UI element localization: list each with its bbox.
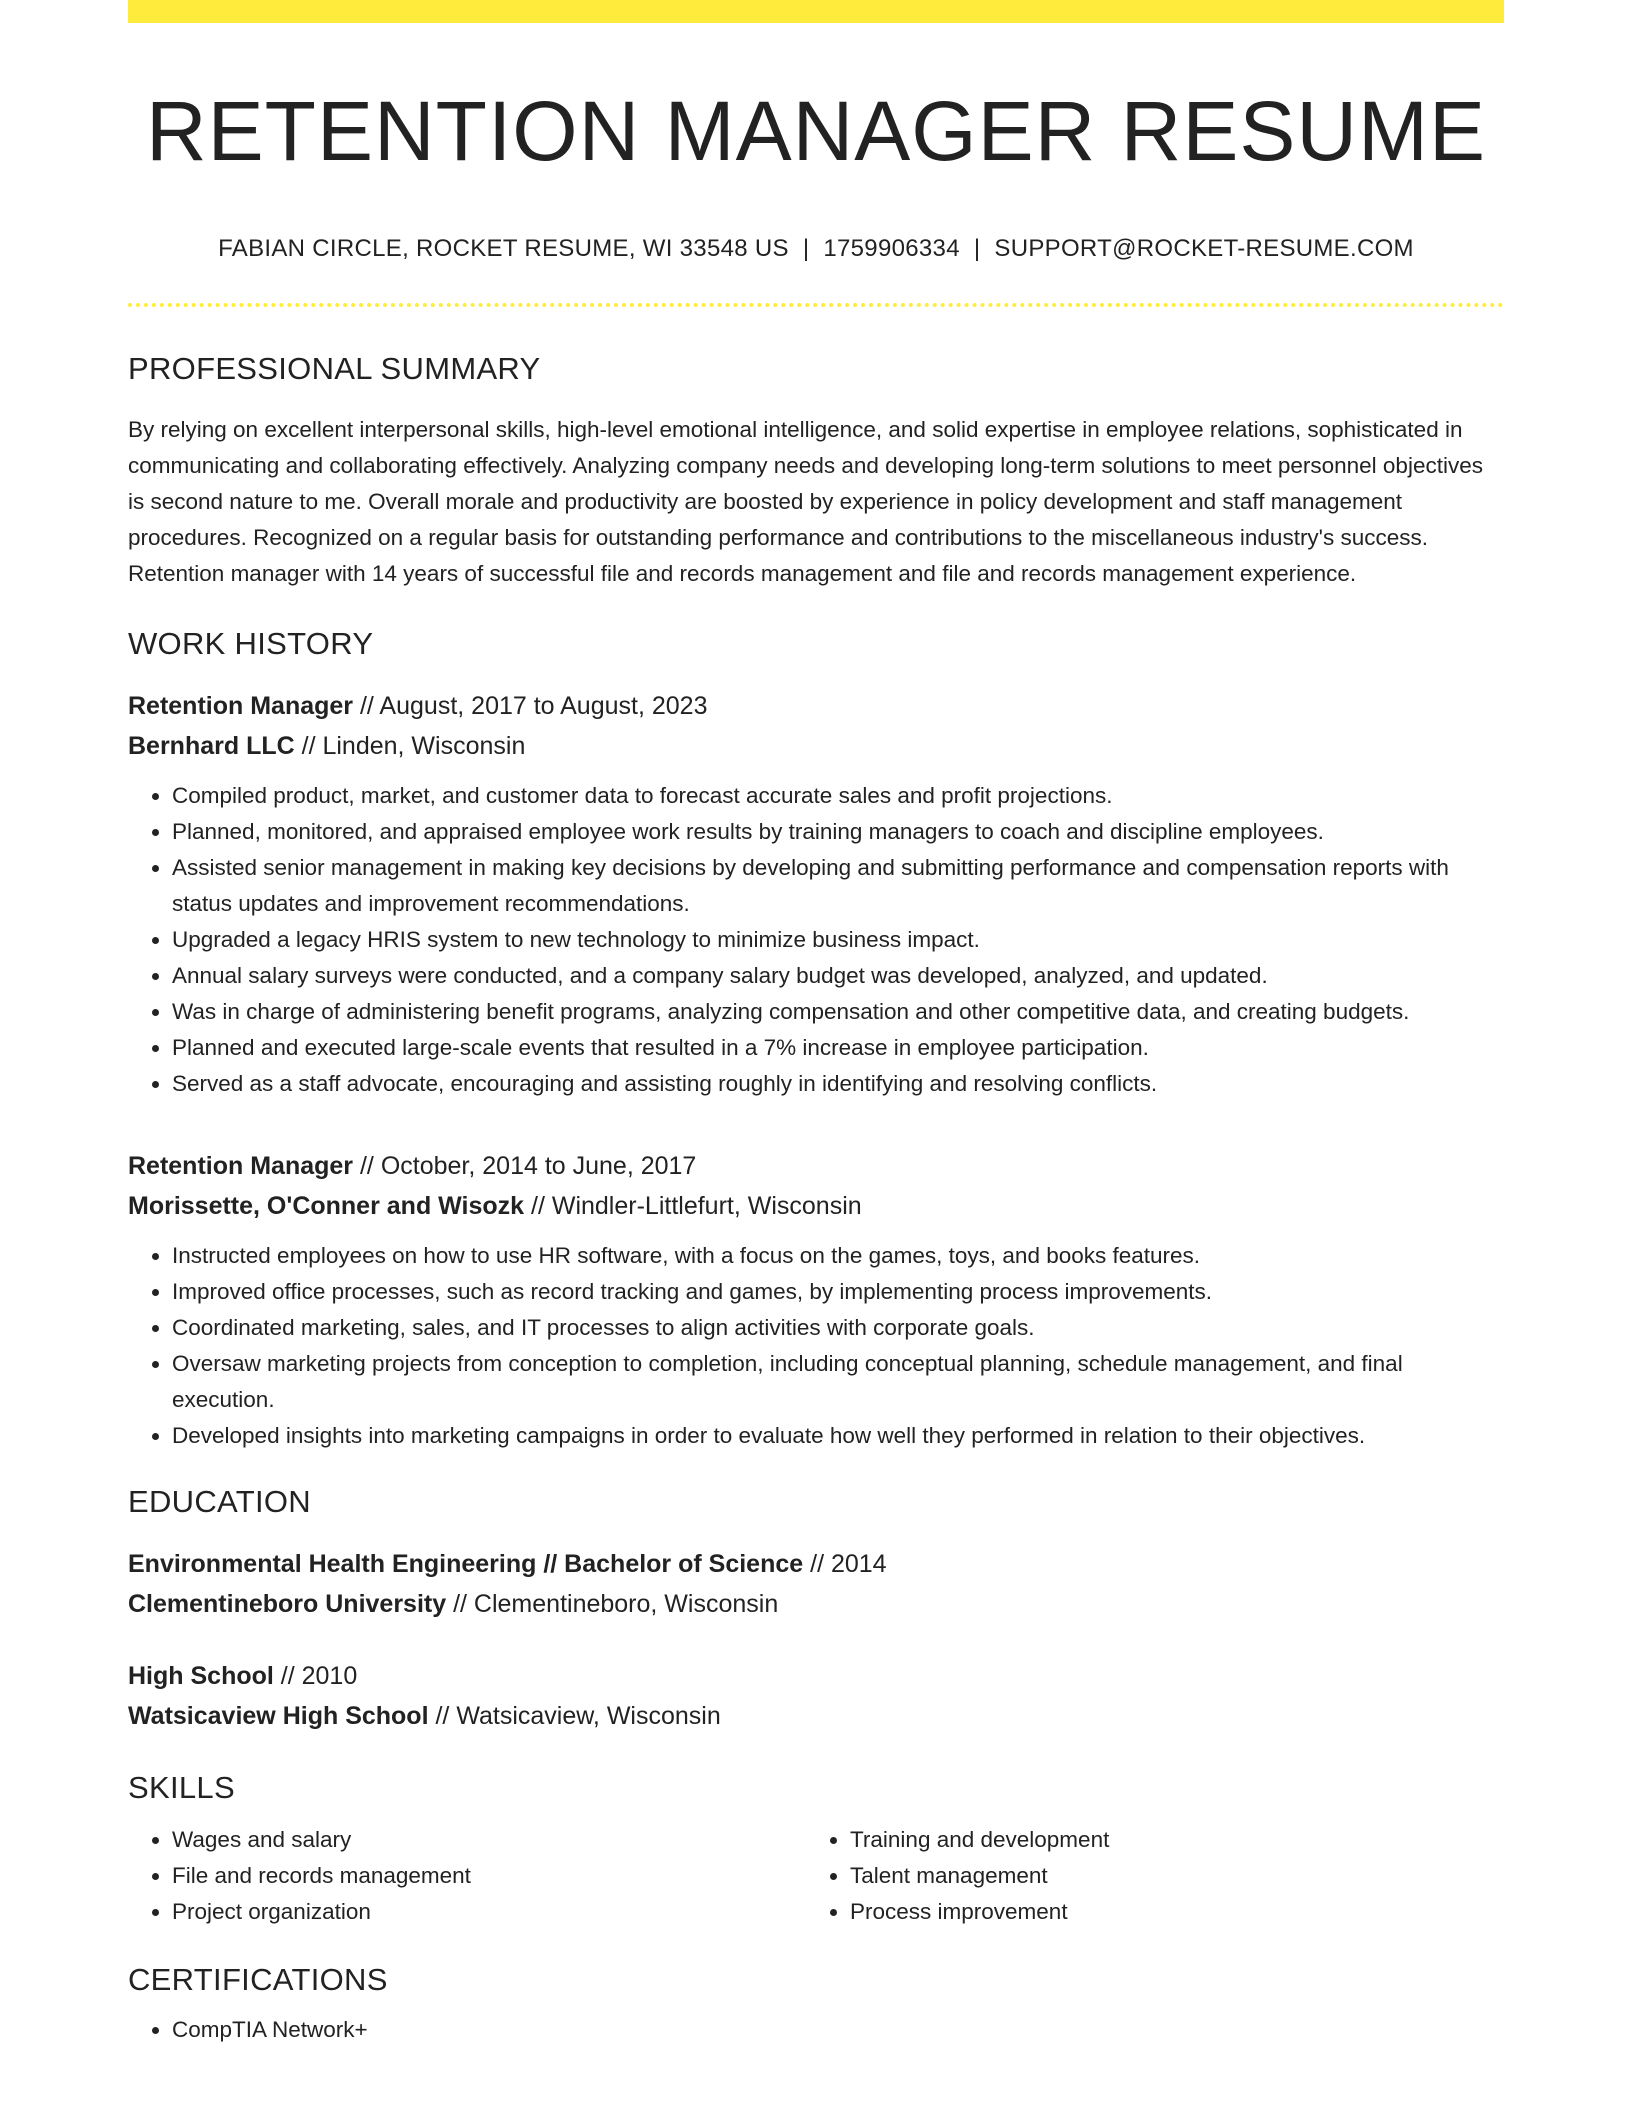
education-location: // Clementineboro, Wisconsin [446, 1590, 779, 1619]
contact-email: SUPPORT@ROCKET-RESUME.COM [994, 235, 1414, 263]
contact-separator: | [973, 235, 981, 263]
education-year: // 2014 [803, 1550, 887, 1579]
list-item: • File and records management [172, 1858, 806, 1894]
certifications-heading: CERTIFICATIONS [128, 1962, 388, 1998]
job-title: Retention Manager [128, 692, 354, 721]
certifications-list [128, 2012, 1504, 2048]
job-dates: // October, 2014 to June, 2017 [353, 1152, 697, 1181]
list-item: • Oversaw marketing projects from conception to completion, including conceptual planning, schedule management, and final execution. [172, 1346, 1504, 1418]
contact-phone: 1759906334 [823, 235, 960, 263]
job-title: Retention Manager [128, 1152, 354, 1181]
education-degree: High School [128, 1662, 274, 1691]
education-degree-line [128, 1544, 1504, 1584]
summary-text: By relying on excellent interpersonal skills, high-level emotional intelligence, and solid expertise in employee relations, sophisticated in communicating and collaborating effectively. Analyzing company needs and developing long-term solutions to meet personnel objectives is second nature to me. Overall morale and productivity are boosted by experience in policy development and staff management procedures. Recognized on a regular basis for outstanding performance and contributions to the miscellaneous industry's success. Retention manager with 14 years of successful file and records management and file and records management experience. [128, 417, 1483, 587]
certifications-section [128, 1962, 1504, 2048]
list-item: • Served as a staff advocate, encouraging and assisting roughly in identifying and resolving conflicts. [172, 1066, 1504, 1102]
resume-page [128, 0, 1504, 2048]
job-title-line [128, 1146, 1504, 1186]
education-year: // 2010 [273, 1662, 358, 1691]
list-item: • Process improvement [850, 1894, 1484, 1930]
skills-column-right [806, 1822, 1484, 1930]
education-entry [128, 1656, 1504, 1736]
list-item: • Was in charge of administering benefit programs, analyzing compensation and other competitive data, and creating budgets. [172, 994, 1504, 1030]
job-company: Bernhard LLC [128, 732, 295, 761]
resume-title: RETENTION MANAGER RESUME [145, 84, 1487, 178]
job-dates: // August, 2017 to August, 2023 [353, 692, 708, 721]
list-item: • Improved office processes, such as record tracking and games, by implementing process improvements. [172, 1274, 1504, 1310]
summary-heading: PROFESSIONAL SUMMARY [128, 351, 541, 387]
list-item: • Planned and executed large-scale events that resulted in a 7% increase in employee participation. [172, 1030, 1504, 1066]
skills-column-left [128, 1822, 806, 1930]
list-item: • CompTIA Network+ [172, 2012, 1504, 2048]
list-item: • Instructed employees on how to use HR software, with a focus on the games, toys, and books features. [172, 1238, 1504, 1274]
summary-section [128, 351, 1504, 592]
list-item: • Training and development [850, 1822, 1484, 1858]
list-item: • Assisted senior management in making key decisions by developing and submitting performance and compensation reports with status updates and improvement recommendations. [172, 850, 1504, 922]
contact-separator: | [802, 235, 810, 263]
list-item: • Talent management [850, 1858, 1484, 1894]
education-heading: EDUCATION [128, 1484, 311, 1520]
skills-grid [128, 1822, 1504, 1930]
job-location: // Windler-Littlefurt, Wisconsin [524, 1192, 862, 1221]
work-history-heading: WORK HISTORY [128, 626, 374, 662]
job-location: // Linden, Wisconsin [294, 732, 526, 761]
job-entry [128, 686, 1504, 1102]
list-item: • Compiled product, market, and customer data to forecast accurate sales and profit projections. [172, 778, 1504, 814]
job-company-line [128, 726, 1504, 766]
education-degree: Environmental Health Engineering // Bachelor of Science [128, 1550, 804, 1579]
job-bullets [128, 778, 1504, 1102]
list-item: • Developed insights into marketing campaigns in order to evaluate how well they performed in relation to their objectives. [172, 1418, 1504, 1454]
job-entry [128, 1146, 1504, 1454]
contact-line [128, 235, 1504, 263]
list-item: • Coordinated marketing, sales, and IT processes to align activities with corporate goals. [172, 1310, 1504, 1346]
contact-address: FABIAN CIRCLE, ROCKET RESUME, WI 33548 US [218, 235, 789, 263]
education-location: // Watsicaview, Wisconsin [428, 1702, 721, 1731]
job-title-line [128, 686, 1504, 726]
skills-heading: SKILLS [128, 1770, 235, 1806]
education-entry [128, 1544, 1504, 1624]
job-bullets [128, 1238, 1504, 1454]
list-item: • Wages and salary [172, 1822, 806, 1858]
education-school-line [128, 1584, 1504, 1624]
education-school: Clementineboro University [128, 1590, 447, 1619]
list-item: • Planned, monitored, and appraised employee work results by training managers to coach and discipline employees. [172, 814, 1504, 850]
list-item: • Project organization [172, 1894, 806, 1930]
job-company-line [128, 1186, 1504, 1226]
education-degree-line [128, 1656, 1504, 1696]
list-item: • Annual salary surveys were conducted, and a company salary budget was developed, analyzed, and updated. [172, 958, 1504, 994]
skills-section [128, 1770, 1504, 1930]
education-school: Watsicaview High School [128, 1702, 429, 1731]
work-history-section [128, 626, 1504, 1454]
job-company: Morissette, O'Conner and Wisozk [128, 1192, 525, 1221]
education-school-line [128, 1696, 1504, 1736]
list-item: • Upgraded a legacy HRIS system to new technology to minimize business impact. [172, 922, 1504, 958]
dotted-divider [128, 303, 1504, 307]
education-section [128, 1484, 1504, 1736]
top-accent-bar [128, 0, 1504, 23]
